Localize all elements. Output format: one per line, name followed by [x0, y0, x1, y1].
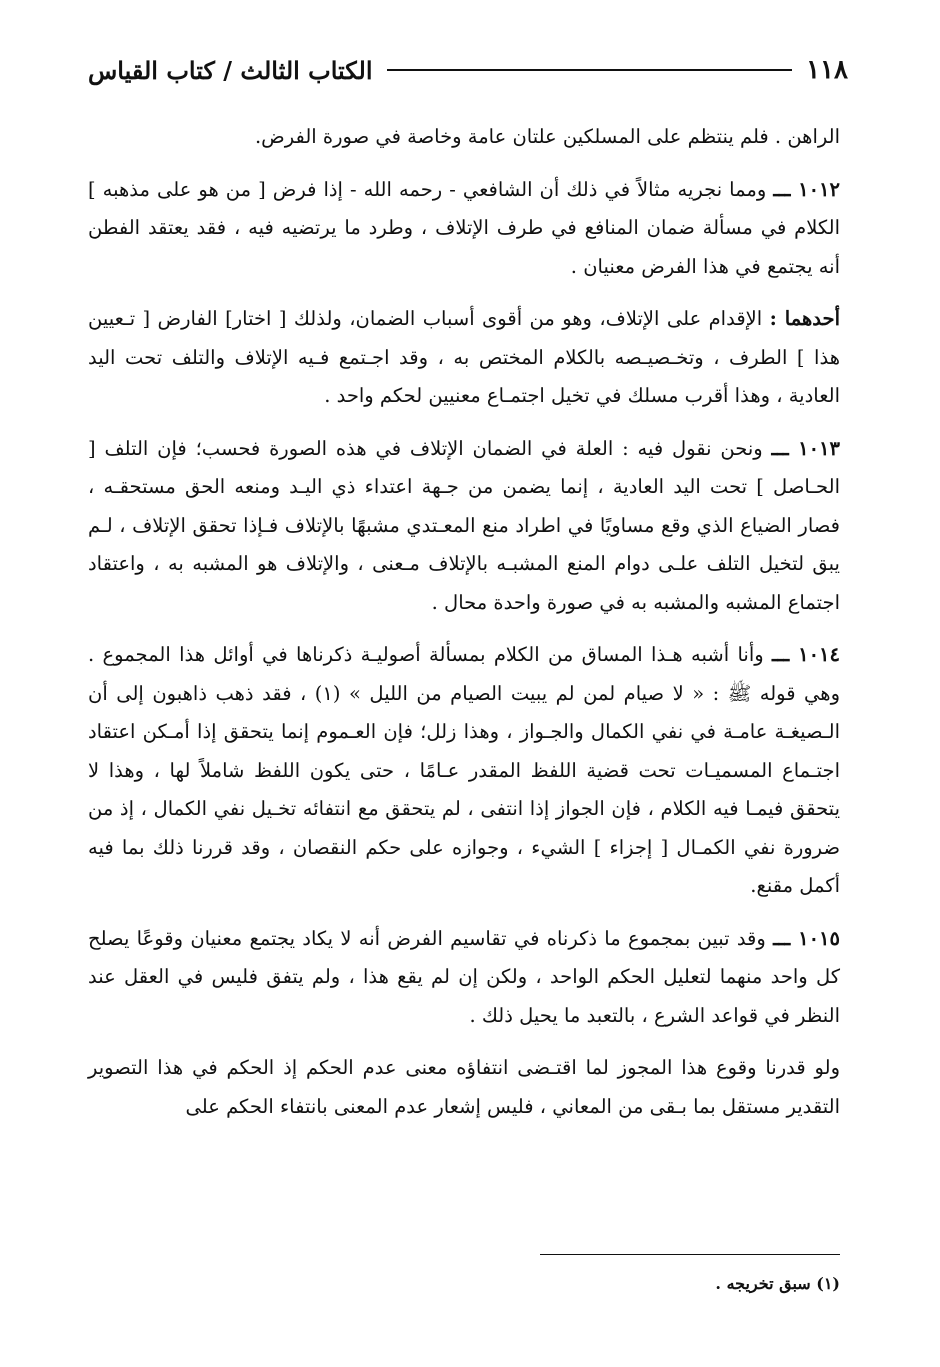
paragraph-text: الإقدام على الإتلاف، وهو من أقوى أسباب الضمان، ولذلك [ اختار] الفارض [ تـعيين هذا ] الطرف ، وتخـصيـصه بالكلام المختص به ، وقد اجـتمع فـيه الإتلاف والتلف تحت اليد العادية ، وهذا أقرب مسلك في تخيل اجتمـاع معنيين لحكم واحد .: [88, 307, 840, 407]
paragraph-number: ١٠١٥ ـــ: [773, 926, 840, 950]
paragraph-1015: [88, 920, 840, 1036]
page-header: [88, 50, 848, 90]
paragraph-1013: [88, 430, 840, 623]
paragraph-text: وقد تبين بمجموع ما ذكرناه في تقاسيم الفرض أنه لا يكاد يجتمع معنيان وقوعًا يصلح كل واحد منهما لتعليل الحكم الواحد ، ولكن إن لم يقع هذا ، ولم يتفق فليس في العقل عند النظر في قواعد الشرع ، بالتعبد ما يحيل ذلك .: [88, 926, 840, 1027]
page-number: ١١٨: [806, 55, 848, 85]
paragraph-lead: أحدهما :: [769, 307, 840, 330]
paragraph-first-meaning: [88, 300, 840, 416]
paragraph-text: وأنا أشبه هـذا المساق من الكلام بمسألة أصوليـة ذكرناها في أوائل هذا المجموع . وهي قوله ﷺ : « لا صيام لمن لم يبيت الصيام من الليل » (١) ، فقد ذهب ذاهبون إلى أن الـصيغـة عامـة في نفي الكمال والجـواز ، وهذا زلل؛ فإن العـموم إنما يتحقق إذا أمـكن اعتقاد اجتـماع المسميـات تحت قضية اللفظ المقدر عـامًا ، حتى يكون اللفظ شاملاً لها ، وهذا لا يتحقق فيمـا فيه الكلام ، فإن الجواز إذا انتفى ، لم يتحقق مع انتفائه تخـيل نفي الكمال ، إذ من ضرورة نفي الكمـال [ إجزاء ] الشيء ، وجوازه على حكم النقصان ، وقد قررنا ذلك بما فيه أكمل مقنع.: [88, 643, 840, 897]
footnote: (١) سبق تخريجه .: [715, 1274, 840, 1293]
paragraph-number: ١٠١٣ ـــ: [771, 436, 840, 460]
paragraph-text: الراهن . فلم ينتظم على المسلكين علتان عامة وخاصة في صورة الفرض.: [254, 125, 840, 148]
page-body: [88, 118, 840, 1140]
paragraph-text: ونحن نقول فيه : العلة في الضمان الإتلاف في هذه الصورة فحسب؛ فإن التلف [ الحـاصل ] تحت اليد العادية ، إنما يضمن من جـهة اعتداء ذي اليـد ومنعه الحق مستحقـه ، فصار الضياع الذي وقع مساويًا في اطراد منع المعـتدي مشبهًا بالإتلاف فـإذا تحقق الإتلاف ، لـم يبق لتخيل التلف علـى دوام المنع المشبـه بالإتلاف مـعنى ، والإتلاف هو المشبه به ، واعتقاد اجتماع المشبه والمشبه به في صورة واحدة محال .: [88, 436, 840, 614]
paragraph-final: [88, 1049, 840, 1126]
running-title: الكتاب الثالث / كتاب القياس: [88, 55, 373, 85]
paragraph-continuation: [88, 118, 840, 157]
paragraph-number: ١٠١٢ ـــ: [773, 177, 840, 201]
paragraph-text: ومما نجريه مثالاً في ذلك أن الشافعي - رحمه الله - إذا فرض [ من هو على مذهبه ] الكلام في مسألة ضمان المنافع في طرف الإتلاف ، وطرد ما يرتضيه فيه ، فقد يعتقد الفطن أنه يجتمع في هذا الفرض معنيان .: [88, 177, 840, 278]
paragraph-1012: [88, 171, 840, 287]
paragraph-number: ١٠١٤ ـــ: [772, 643, 840, 666]
header-rule: [387, 69, 793, 71]
paragraph-text: ولو قدرنا وقوع هذا المجوز لما اقتـضى انتفاؤه معنى عدم الحكم إذ الحكم في هذا التصوير التقدير مستقل بما بـقى من المعاني ، فليس إشعار عدم المعنى بانتفاء الحكم على: [88, 1056, 840, 1118]
paragraph-1014: [88, 636, 840, 906]
footnote-separator: [540, 1254, 840, 1255]
